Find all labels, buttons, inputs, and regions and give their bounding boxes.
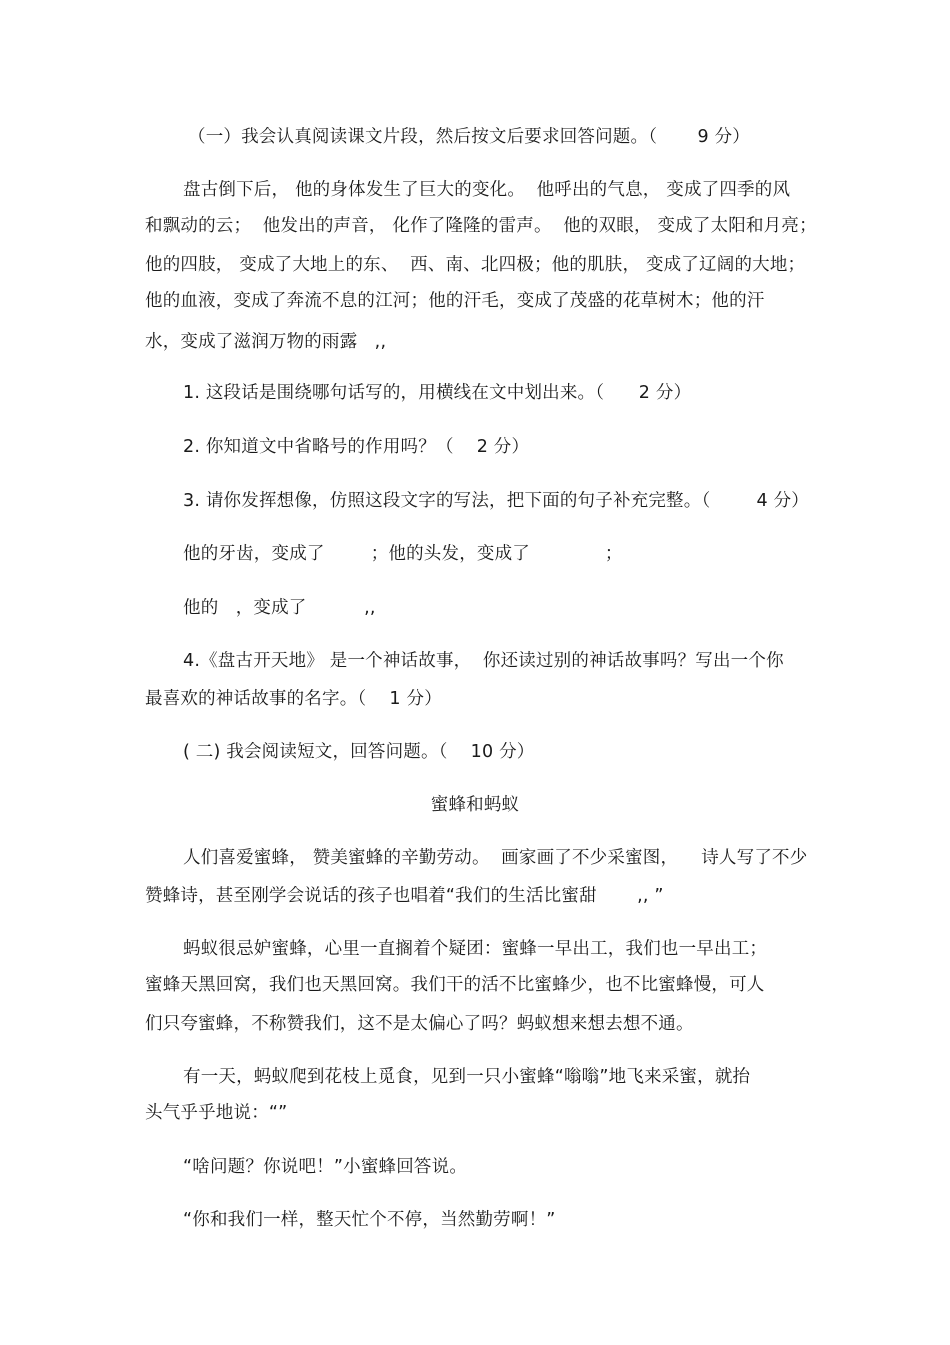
passage-line: 盘古倒下后， 他的身体发生了巨大的变化。 他呼出的气息， 变成了四季的风 [183,180,791,200]
question-1: 1. 这段话是围绕哪句话写的，用横线在文中划出来。（ 2 分） [183,383,692,403]
question-3: 3. 请你发挥想像，仿照这段文字的写法，把下面的句子补充完整。（ 4 分） [183,491,810,511]
story-line: 蚂蚁很忌妒蜜蜂，心里一直搁着个疑团：蜜蜂一早出工，我们也一早出工； [183,939,768,959]
story-line: 人们喜爱蜜蜂， 赞美蜜蜂的辛勤劳动。 画家画了不少采蜜图， 诗人写了不少 [183,848,808,868]
story-line: 赞蜂诗，甚至刚学会说话的孩子也唱着“我们的生活比蜜甜 ,, ” [145,886,664,906]
passage-line: 水，变成了滋润万物的雨露 ,, [145,332,387,352]
story-line: 们只夸蜜蜂，不称赞我们，这不是太偏心了吗？蚂蚁想来想去想不通。 [145,1014,694,1034]
question-2: 2. 你知道文中省略号的作用吗？（ 2 分） [183,437,530,457]
story-title: 蜜蜂和蚂蚁 [430,795,520,815]
question-4: 4.《盘古开天地》 是一个神话故事， 你还读过别的神话故事吗？写出一个你 [183,651,784,671]
passage-line: 他的四肢， 变成了大地上的东、 西、南、北四极；他的肌肤， 变成了辽阔的大地； [145,255,806,275]
story-line: 头气乎乎地说：“” [145,1103,288,1123]
passage-line: 和飘动的云； 他发出的声音， 化作了隆隆的雷声。 他的双眼， 变成了太阳和月亮； [145,216,817,236]
section2-heading: ( 二) 我会阅读短文，回答问题。（ 10 分） [183,742,535,762]
story-line: “啥问题？你说吧！”小蜜蜂回答说。 [183,1157,468,1177]
section1-heading: （一）我会认真阅读课文片段，然后按文后要求回答问题。（ 9 分） [188,127,750,147]
story-line: “你和我们一样，整天忙个不停，当然勤劳啊！” [183,1210,556,1230]
question-3-fill-line-1: 他的牙齿，变成了 ；他的头发，变成了 ； [183,544,623,564]
story-line: 有一天，蚂蚁爬到花枝上觅食，见到一只小蜜蜂“嗡嗡”地飞来采蜜，就抬 [183,1067,751,1087]
passage-line: 他的血液，变成了奔流不息的江河；他的汗毛，变成了茂盛的花草树木；他的汗 [145,291,765,311]
story-line: 蜜蜂天黑回窝，我们也天黑回窝。我们干的活不比蜜蜂少，也不比蜜蜂慢，可人 [145,975,765,995]
question-4-continued: 最喜欢的神话故事的名字。（ 1 分） [145,689,442,709]
question-3-fill-line-2: 他的 ，变成了 ,, [183,598,376,618]
